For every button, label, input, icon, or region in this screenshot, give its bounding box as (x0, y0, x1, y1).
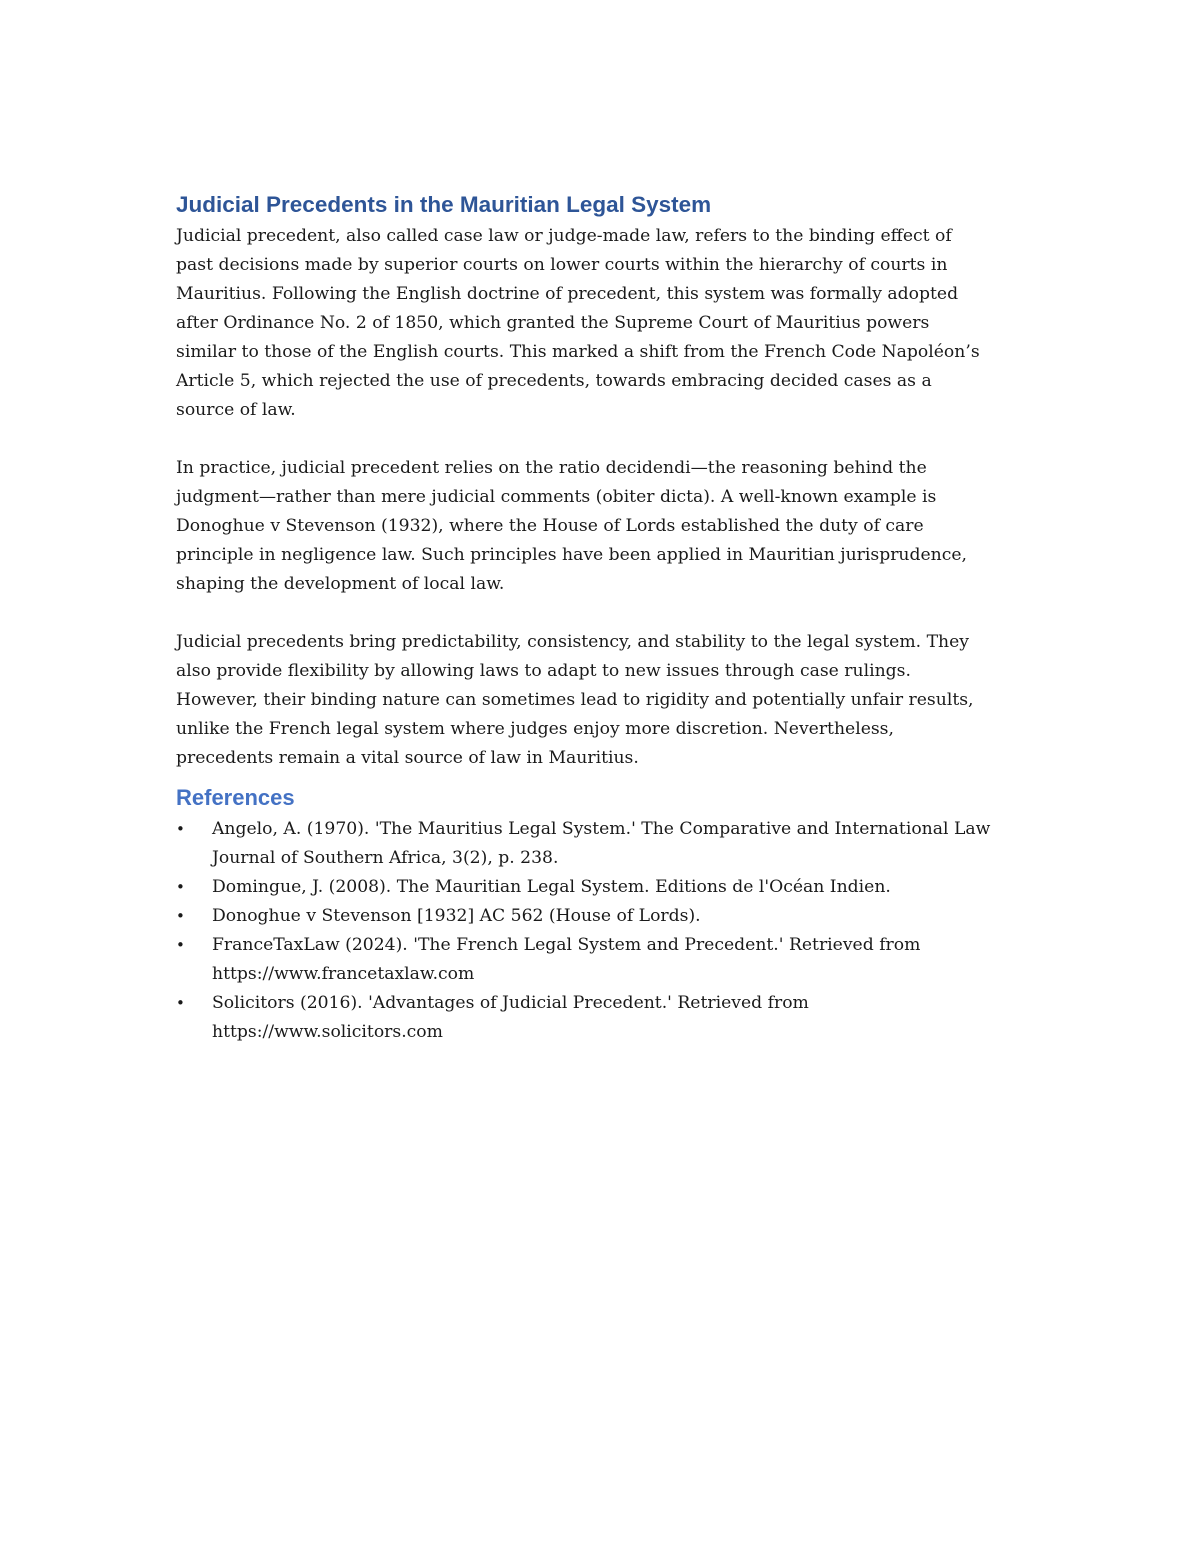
paragraph-line: Donoghue v Stevenson (1932), where the House of Lords established the duty of care (176, 516, 924, 536)
bullet-icon: • (176, 820, 185, 838)
reference-line: FranceTaxLaw (2024). 'The French Legal System and Precedent.' Retrieved from (212, 935, 921, 955)
paragraph-line: principle in negligence law. Such principles have been applied in Mauritian jurisprudence, (176, 545, 968, 565)
reference-line: Angelo, A. (1970). 'The Mauritius Legal System.' The Comparative and International Law (212, 819, 991, 839)
paragraph-line: source of law. (176, 400, 296, 420)
reference-line: Solicitors (2016). 'Advantages of Judicial Precedent.' Retrieved from (212, 993, 809, 1013)
bullet-icon: • (176, 878, 185, 896)
paragraph-line: However, their binding nature can sometimes lead to rigidity and potentially unfair results, (176, 690, 974, 710)
paragraph-line: Judicial precedents bring predictability, consistency, and stability to the legal system. They (176, 632, 969, 652)
document-page (176, 190, 1036, 1047)
paragraph-3 (176, 628, 1036, 773)
paragraph-2 (176, 454, 1036, 599)
paragraph-line: after Ordinance No. 2 of 1850, which granted the Supreme Court of Mauritius powers (176, 313, 930, 333)
references-list (176, 815, 1036, 1047)
reference-item (176, 815, 1036, 873)
paragraph-1 (176, 222, 1036, 425)
reference-line: Donoghue v Stevenson [1932] AC 562 (House of Lords). (212, 906, 701, 926)
paragraph-line: unlike the French legal system where judges enjoy more discretion. Nevertheless, (176, 719, 894, 739)
paragraph-line: shaping the development of local law. (176, 574, 505, 594)
reference-link: https://www.francetaxlaw.com (212, 964, 475, 984)
paragraph-line: precedents remain a vital source of law in Mauritius. (176, 748, 639, 768)
paragraph-line: past decisions made by superior courts on lower courts within the hierarchy of courts in (176, 255, 948, 275)
reference-item (176, 931, 1036, 989)
bullet-icon: • (176, 907, 185, 925)
paragraph-line: also provide flexibility by allowing laws to adapt to new issues through case rulings. (176, 661, 911, 681)
document-title: Judicial Precedents in the Mauritian Legal System (176, 192, 712, 217)
paragraph-line: judgment—rather than mere judicial comments (obiter dicta). A well-known example is (176, 487, 937, 507)
references-heading: References (176, 785, 295, 810)
reference-item (176, 989, 1036, 1047)
bullet-icon: • (176, 994, 185, 1012)
paragraph-line: Article 5, which rejected the use of precedents, towards embracing decided cases as a (176, 371, 932, 391)
paragraph-line: Judicial precedent, also called case law or judge-made law, refers to the binding effect of (176, 226, 952, 246)
reference-item (176, 902, 1036, 931)
paragraph-line: similar to those of the English courts. This marked a shift from the French Code Napoléon’s (176, 342, 980, 362)
reference-item (176, 873, 1036, 902)
reference-line: Journal of Southern Africa, 3(2), p. 238. (212, 848, 559, 868)
reference-link: https://www.solicitors.com (212, 1022, 443, 1042)
paragraph-line: In practice, judicial precedent relies on the ratio decidendi—the reasoning behind the (176, 458, 927, 478)
paragraph-line: Mauritius. Following the English doctrine of precedent, this system was formally adopted (176, 284, 959, 304)
bullet-icon: • (176, 936, 185, 954)
reference-line: Domingue, J. (2008). The Mauritian Legal System. Editions de l'Océan Indien. (212, 877, 891, 897)
